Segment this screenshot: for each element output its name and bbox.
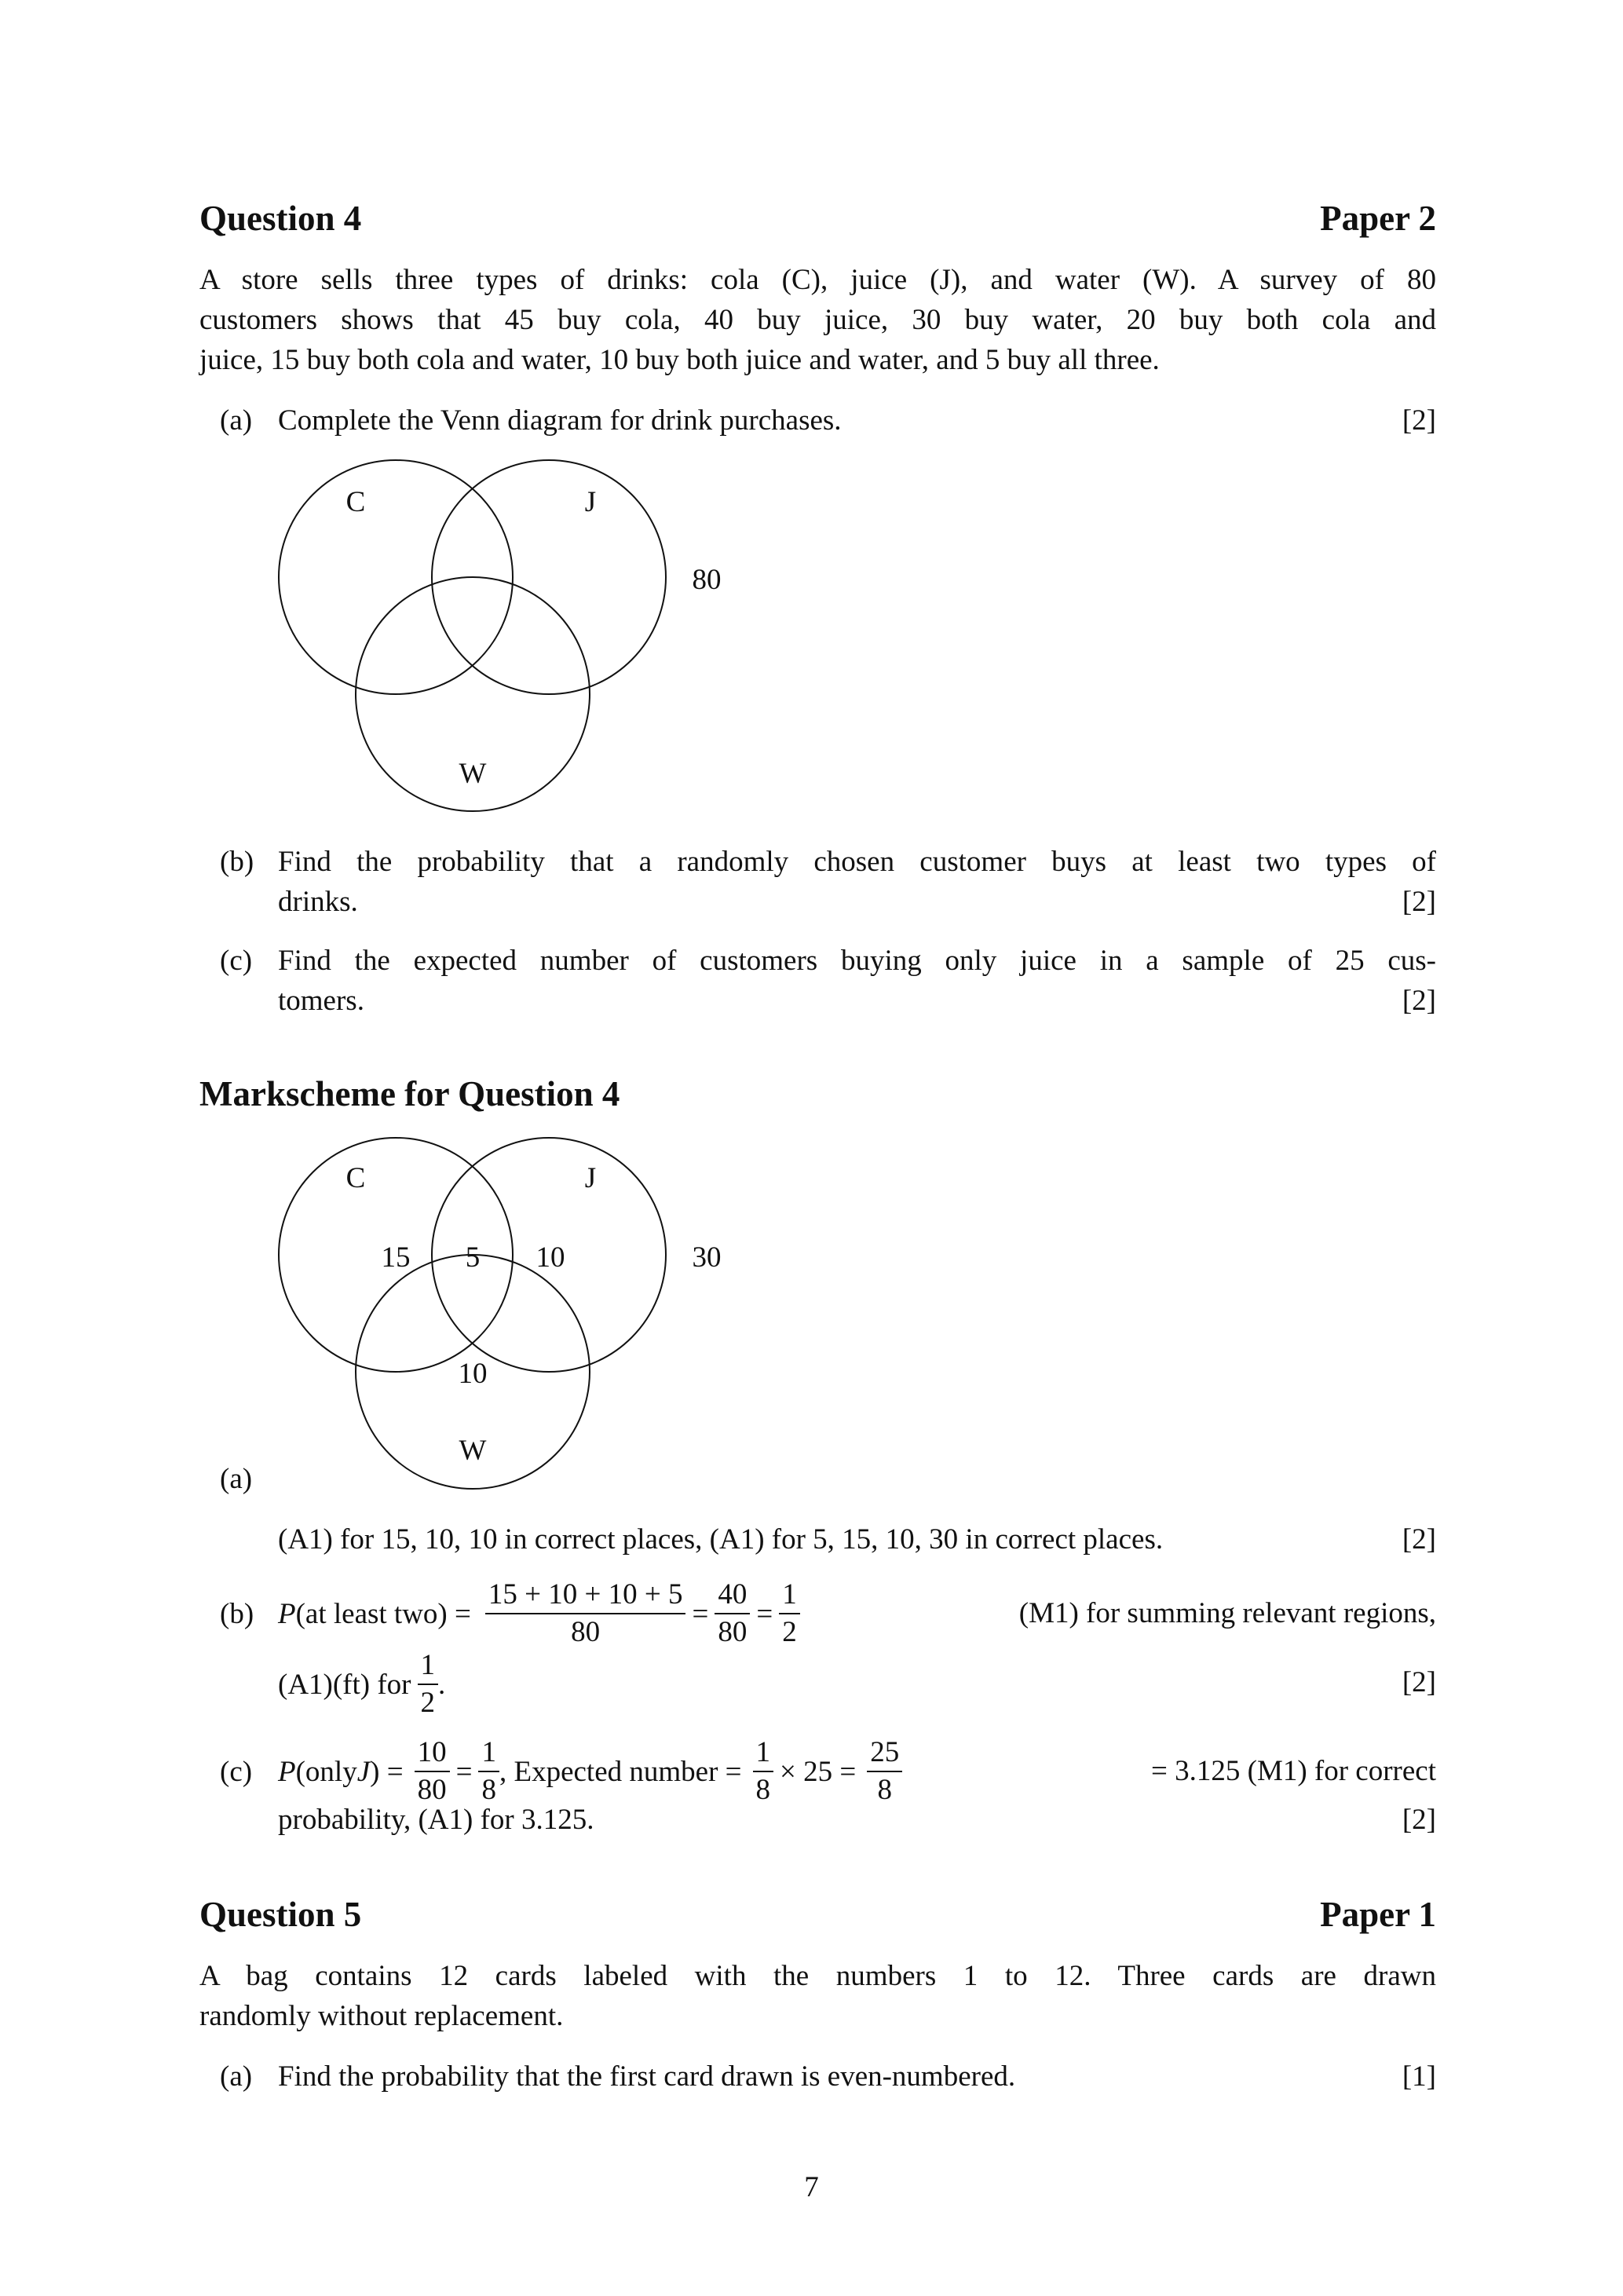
period: . — [438, 1668, 446, 1701]
numerator: 25 — [867, 1735, 902, 1772]
equals: = — [692, 1597, 709, 1630]
ms-part-a-text: (A1) for 15, 10, 10 in correct places, (A1) for 5, 15, 10, 30 in correct places. — [278, 1523, 1164, 1556]
question-5-title: Question 5 — [199, 1895, 362, 1934]
ms-c-tail: = 3.125 (M1) for correct — [1151, 1755, 1436, 1787]
markscheme-title: Markscheme for Question 4 — [199, 1074, 620, 1113]
prob-symbol: P — [278, 1755, 296, 1788]
fraction — [779, 1577, 800, 1651]
marks: [2] — [1402, 1804, 1436, 1836]
denominator: 2 — [420, 1687, 435, 1719]
part-text: Find the probability that a randomly chosen customer buys at least two types of — [278, 846, 1436, 878]
numerator: 1 — [478, 1735, 499, 1772]
q4-intro-line: customers shows that 45 buy cola, 40 buy juice, 30 buy water, 20 buy both cola and — [199, 304, 1436, 336]
numerator: 40 — [715, 1577, 750, 1614]
fraction — [418, 1647, 439, 1721]
prob-arg: (only — [295, 1755, 357, 1788]
q4-part-b — [199, 845, 1436, 923]
denominator: 80 — [718, 1616, 748, 1648]
value-w-mid: 10 — [458, 1358, 488, 1390]
prob-arg: (at least two) = — [295, 1597, 471, 1630]
marks: [2] — [1402, 886, 1436, 918]
text: , Expected number = — [499, 1755, 742, 1788]
part-text: tomers. — [278, 985, 364, 1017]
label-w: W — [459, 1435, 487, 1467]
q4-part-c — [199, 944, 1436, 1022]
ms-c-line2: probability, (A1) for 3.125. — [278, 1804, 594, 1836]
part-label: (b) — [220, 846, 254, 878]
fraction — [415, 1735, 450, 1808]
denominator: 2 — [782, 1616, 797, 1648]
q5-intro-line: A bag contains 12 cards labeled with the numbers 1 to 12. Three cards are drawn — [199, 1960, 1436, 1992]
text: (A1)(ft) for — [278, 1668, 411, 1701]
part-text: Find the probability that the first card drawn is even-numbered. — [278, 2060, 1016, 2093]
marks: [2] — [1402, 404, 1436, 437]
label-c: C — [345, 486, 366, 518]
numerator: 1 — [779, 1577, 800, 1614]
question-4-title: Question 4 — [199, 199, 362, 238]
denominator: 8 — [877, 1774, 893, 1806]
equals: = — [756, 1597, 773, 1630]
denominator: 8 — [755, 1774, 771, 1806]
marks: [1] — [1402, 2060, 1436, 2093]
q5-intro-line: randomly without replacement. — [199, 2000, 564, 2032]
label-j: J — [584, 1162, 597, 1194]
numerator: 10 — [415, 1735, 450, 1772]
denominator: 80 — [571, 1616, 601, 1648]
label-w: W — [459, 758, 487, 790]
part-label: (a) — [220, 404, 253, 437]
q4-intro-line: A store sells three types of drinks: cola (C), juice (J), and water (W). A survey of 80 — [199, 264, 1436, 296]
part-text: Find the expected number of customers buying only juice in a sample of 25 cus- — [278, 945, 1436, 977]
page-number: 7 — [804, 2171, 819, 2203]
part-label: (a) — [220, 2060, 253, 2093]
numerator: 1 — [753, 1735, 774, 1772]
numerator: 1 — [418, 1647, 439, 1685]
prob-arg: ) = — [370, 1755, 404, 1788]
ms-part-b-line1 — [220, 1573, 806, 1654]
part-text: Complete the Venn diagram for drink purchases. — [278, 404, 842, 437]
part-label: (b) — [220, 1597, 254, 1630]
equals: = — [455, 1755, 473, 1788]
value-cj: 5 — [465, 1241, 481, 1274]
part-label: (c) — [220, 1755, 253, 1788]
ms-b-tail: (M1) for summing relevant regions, — [1018, 1597, 1436, 1629]
label-c: C — [345, 1162, 366, 1194]
numerator: 15 + 10 + 10 + 5 — [485, 1577, 686, 1614]
marks: [2] — [1402, 985, 1436, 1017]
prob-symbol: P — [278, 1597, 296, 1630]
fraction — [478, 1735, 499, 1808]
ms-part-b-line2 — [278, 1647, 445, 1722]
value-c-only: 15 — [381, 1241, 411, 1274]
value-outside: 30 — [692, 1241, 722, 1274]
fraction — [715, 1577, 750, 1651]
q4-intro-line: juice, 15 buy both cola and water, 10 buy both juice and water, and 5 buy all three. — [199, 344, 1160, 376]
fraction — [753, 1735, 774, 1808]
part-label: (c) — [220, 945, 253, 977]
prob-var: J — [356, 1755, 371, 1788]
fraction — [867, 1735, 902, 1808]
value-j-only: 10 — [536, 1241, 565, 1274]
marks: [2] — [1402, 1523, 1436, 1556]
label-j: J — [584, 486, 597, 518]
ms-part-c-line1 — [220, 1734, 908, 1809]
denominator: 8 — [481, 1774, 496, 1806]
venn-diagram-markscheme — [279, 1138, 722, 1489]
text: × 25 = — [780, 1755, 857, 1788]
venn-diagram-question — [279, 460, 722, 811]
fraction — [485, 1577, 686, 1651]
question-5-paper: Paper 1 — [1320, 1895, 1436, 1934]
question-4-paper: Paper 2 — [1320, 199, 1436, 238]
denominator: 80 — [417, 1774, 447, 1806]
marks: [2] — [1402, 1666, 1436, 1698]
label-total: 80 — [692, 564, 722, 596]
ms-part-a-label: (a) — [220, 1463, 253, 1495]
part-text: drinks. — [278, 886, 358, 918]
